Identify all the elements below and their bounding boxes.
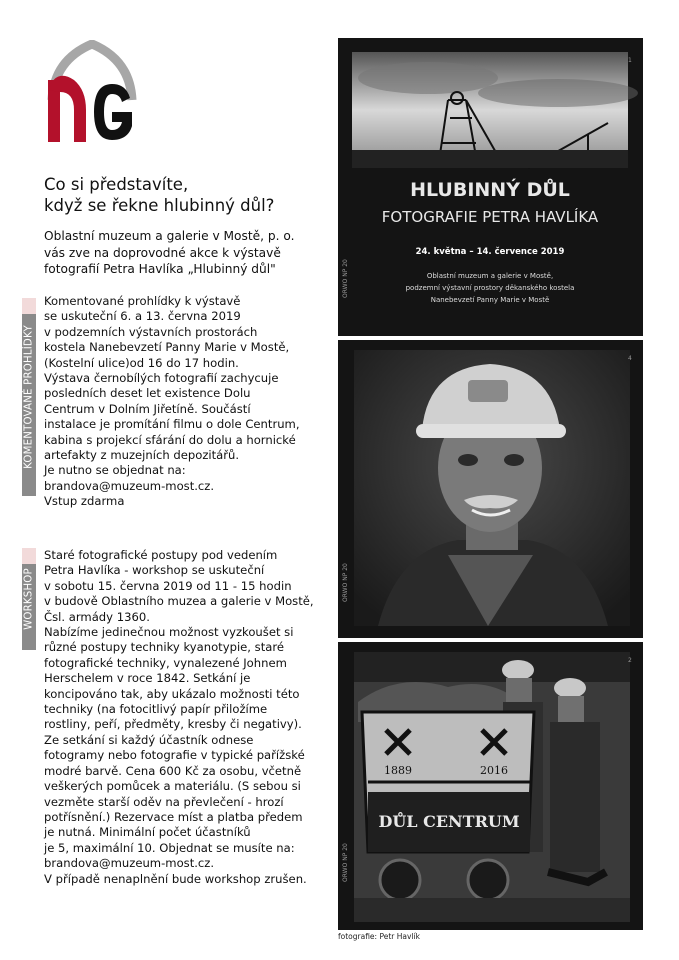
frame-number: 4 <box>628 355 632 362</box>
photo-credit: fotografie: Petr Havlík <box>338 932 420 941</box>
section-label-bar-tours <box>22 298 36 496</box>
frame-number: 1 <box>628 57 632 64</box>
intro-text: Oblastní muzeum a galerie v Mostě, p. o. vás zve na doprovodné akce k výstavě fotografií Petra Havlíka „Hlubinný důl" <box>44 229 295 277</box>
cart-panel <box>338 642 643 930</box>
film-code: ORWO NP 20 <box>342 843 349 882</box>
film-code: ORWO NP 20 <box>342 563 349 602</box>
poster-dates: 24. května – 14. července 2019 <box>415 247 565 257</box>
poster-subtitle: FOTOGRAFIE PETRA HAVLÍKA <box>381 208 599 226</box>
bar-accent <box>22 298 36 314</box>
museum-logo <box>46 40 138 144</box>
poster-venue-2: podzemní výstavní prostory děkanského kostela <box>405 284 575 292</box>
tours-paragraph: Komentované prohlídky k výstavě se uskuteční 6. a 13. června 2019 v podzemních výstavních prostorách kostela Nanebevzetí Panny Marie v Mostě, (Kostelní ulice)od 16 do 17 hodin. Výstava černobílých fotografií zachycuje posledních deset let existence Dolu Centrum v Dolním Jiřetíně. Součástí instalace je promítání filmu o dole Centrum, kabina s projekcí sfárání do dolu a hornické artefakty z muzejních depozitářů. Je nutno se objednat na: brandova@muzeum-most.cz. Vstup zdarma <box>44 294 300 509</box>
workshop-text <box>44 548 334 887</box>
poster-panel <box>338 38 643 336</box>
section-label-bar-workshop <box>22 548 36 650</box>
mg-logo-icon <box>46 40 138 144</box>
miners-cart-photo <box>338 642 643 930</box>
portrait-panel <box>338 340 643 638</box>
poster-venue-1: Oblastní muzeum a galerie v Mostě, <box>426 272 554 280</box>
section-label-tours: KOMENTOVANÉ PROHLÍDKY <box>23 325 35 469</box>
miner-portrait-photo <box>338 340 643 638</box>
poster-title: HLUBINNÝ DŮL <box>410 179 570 201</box>
tours-text <box>44 294 334 510</box>
frame-number: 2 <box>628 657 632 664</box>
poster-photo <box>338 38 643 336</box>
bar-accent <box>22 548 36 564</box>
cart-year-left: 1889 <box>384 764 412 777</box>
poster-venue-3: Nanebevzetí Panny Marie v Mostě <box>430 296 550 304</box>
section-label-workshop: WORKSHOP <box>23 568 35 630</box>
headline: Co si představíte, když se řekne hlubinný důl? <box>44 175 275 215</box>
cart-year-right: 2016 <box>480 764 508 777</box>
film-code: ORWO NP 20 <box>342 259 349 298</box>
workshop-paragraph: Staré fotografické postupy pod vedením Petra Havlíka - workshop se uskuteční v sobotu 15. června 2019 od 11 - 15 hodin v budově Oblastního muzea a galerie v Mostě, Čsl. armády 1360. Nabízíme jedinečnou možnost vyzkoušet si různé postupy techniky kyanotypie, staré fotografické techniky, vynalezené Johnem Herschelem v roce 1842. Setkání je koncipováno tak, aby ukázalo možnosti této techniky (na fotocitlivý papír přiložíme rostliny, peří, předměty, kresby či negativy). Ze setkání si každý účastník odnese fotogramy nebo fotografie v typické pařížské modré barvě. Cena 600 Kč za osobu, včetně veškerých pomůcek a materiálu. (S sebou si vezměte starší oděv na převlečení - hrozí potřísnění.) Rezervace míst a platba předem je nutná. Minimální počet účastníků je 5, maximální 10. Objednat se musíte na: brandova@muzeum-most.cz. V případě nenaplnění bude workshop zrušen. <box>44 548 314 886</box>
cart-sign: DŮL CENTRUM <box>378 812 520 831</box>
